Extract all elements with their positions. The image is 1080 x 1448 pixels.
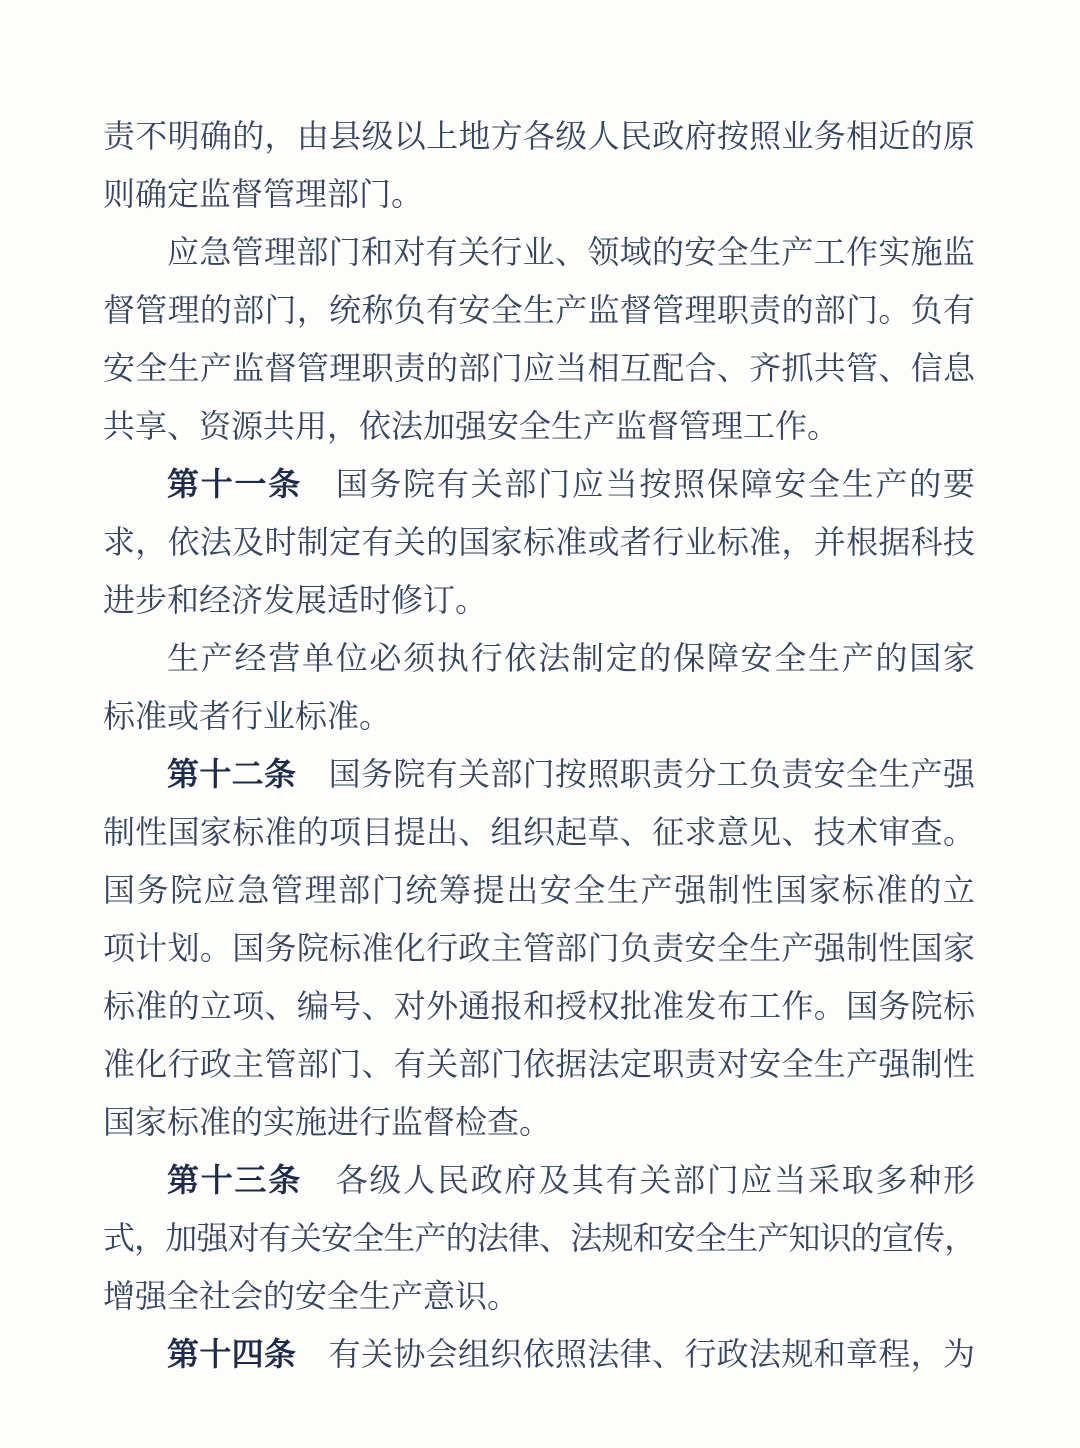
line-text: 项计划。国务院标准化行政主管部门负责安全生产强制性国家 [103,930,975,966]
line-text: 安全生产监督管理职责的部门应当相互配合、齐抓共管、信息 [103,350,975,386]
article-line [103,455,975,513]
text-line [103,1267,975,1325]
article-number: 第十二条 [167,756,297,792]
line-text: 生产经营单位必须执行依法制定的保障安全生产的国家 [167,640,975,676]
line-text: 国家标准的实施进行监督检查。 [103,1104,552,1140]
article-line [103,745,975,803]
text-line [103,629,975,687]
line-text: 求，依法及时制定有关的国家标准或者行业标准，并根据科技 [103,524,975,560]
text-line [103,687,975,745]
line-text: 标准或者行业标准。 [103,698,392,734]
line-text: 国务院有关部门按照职责分工负责安全生产强 [296,756,975,792]
text-line [103,165,975,223]
text-line [103,1093,975,1151]
text-line [103,107,975,165]
text-line [103,281,975,339]
line-text: 准化行政主管部门、有关部门依据法定职责对安全生产强制性 [103,1046,975,1082]
text-line [103,339,975,397]
article-number: 第十四条 [167,1336,297,1372]
line-text: 国务院应急管理部门统筹提出安全生产强制性国家标准的立 [103,872,975,908]
line-text: 增强全社会的安全生产意识。 [103,1278,520,1314]
text-line [103,803,975,861]
text-line [103,571,975,629]
line-text: 有关协会组织依照法律、行政法规和章程，为 [296,1336,975,1372]
text-line [103,977,975,1035]
line-text: 各级人民政府及其有关部门应当采取多种形 [301,1162,975,1198]
article-number: 第十一条 [167,466,302,502]
article-number: 第十三条 [167,1162,302,1198]
line-text: 责不明确的，由县级以上地方各级人民政府按照业务相近的原 [103,118,975,154]
line-text: 共享、资源共用，依法加强安全生产监督管理工作。 [103,408,840,444]
text-line [103,397,975,455]
line-text: 则确定监督管理部门。 [103,176,424,212]
line-text: 国务院有关部门应当按照保障安全生产的要 [301,466,975,502]
line-text: 式，加强对有关安全生产的法律、法规和安全生产知识的宣传， [103,1220,975,1256]
text-line [103,1035,975,1093]
article-line [103,1325,975,1383]
line-text: 标准的立项、编号、对外通报和授权批准发布工作。国务院标 [103,988,975,1024]
article-line [103,1151,975,1209]
text-line [103,861,975,919]
text-line [103,1209,975,1267]
line-text: 制性国家标准的项目提出、组织起草、征求意见、技术审查。 [103,814,975,850]
line-text: 督管理的部门，统称负有安全生产监督管理职责的部门。负有 [103,292,975,328]
text-line [103,223,975,281]
line-text: 应急管理部门和对有关行业、领域的安全生产工作实施监 [167,234,975,270]
text-line [103,513,975,571]
document-text-block [103,107,975,1383]
line-text: 进步和经济发展适时修订。 [103,582,488,618]
text-line [103,919,975,977]
